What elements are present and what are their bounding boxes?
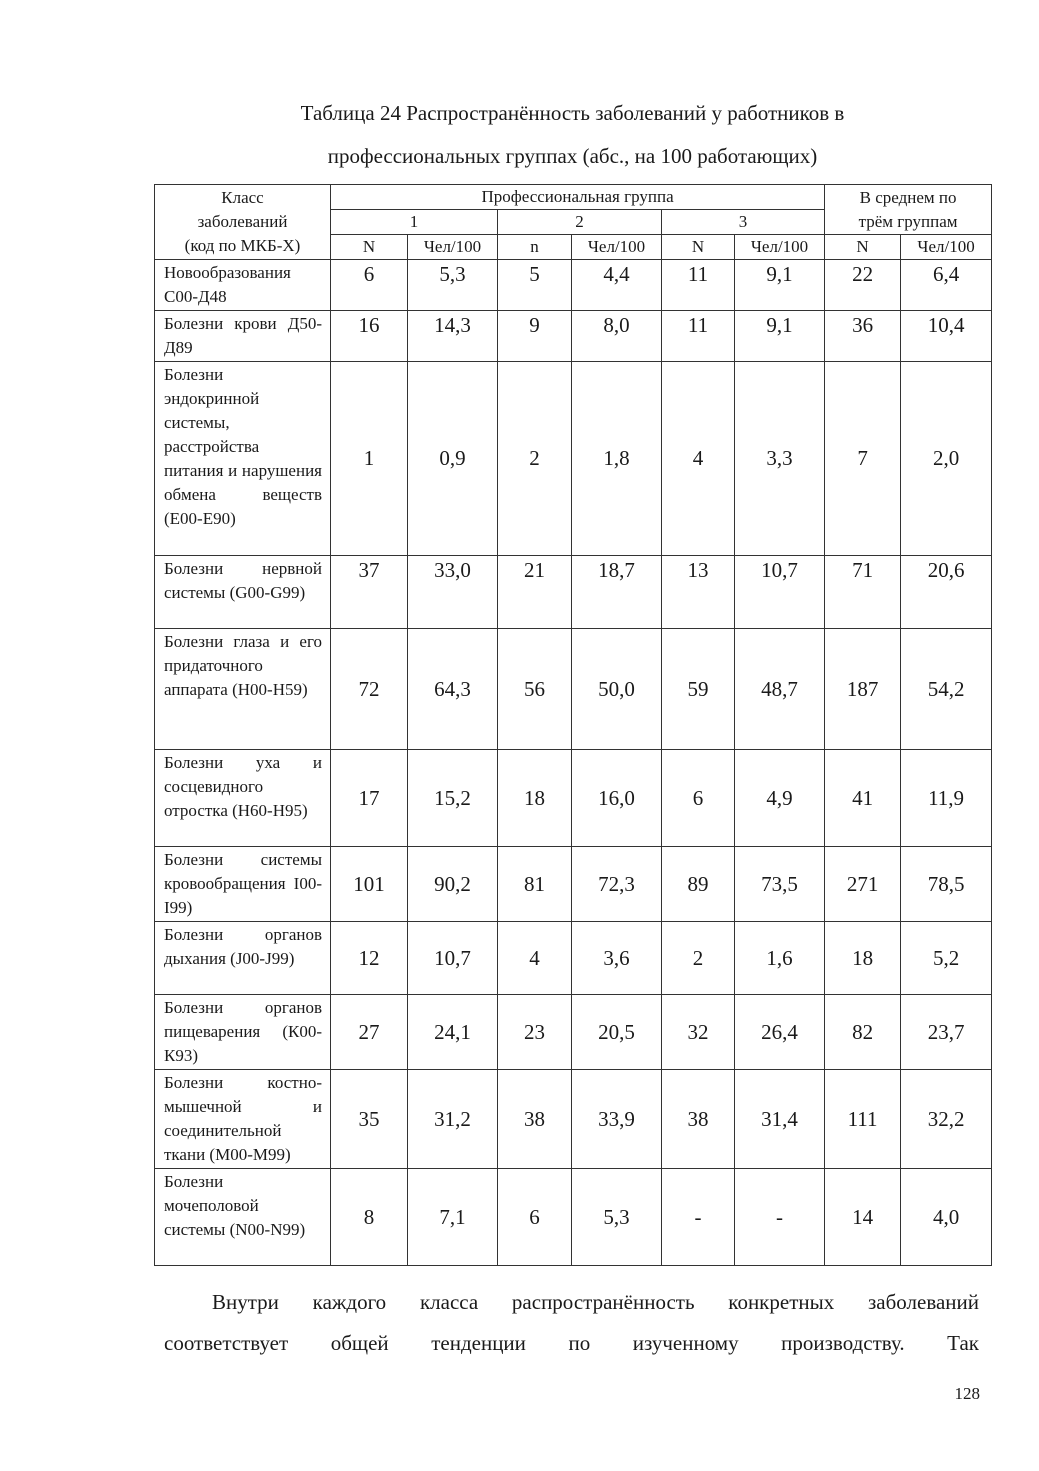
value-cell: 33,0 bbox=[408, 556, 498, 629]
value-cell: 101 bbox=[331, 847, 408, 922]
value-cell: - bbox=[735, 1169, 825, 1266]
table-row bbox=[155, 1070, 992, 1169]
group-3-header: 3 bbox=[662, 210, 825, 235]
value-cell: 4,4 bbox=[572, 260, 662, 311]
class-column-header bbox=[155, 185, 331, 260]
body-line-1: Внутри каждого класса распространённость конкретных заболеваний bbox=[212, 1290, 979, 1314]
value-cell: 32 bbox=[662, 995, 735, 1070]
value-cell: 81 bbox=[498, 847, 572, 922]
value-cell: 5,2 bbox=[901, 922, 992, 995]
value-cell: 78,5 bbox=[901, 847, 992, 922]
value-cell: 33,9 bbox=[572, 1070, 662, 1169]
value-cell: 22 bbox=[825, 260, 901, 311]
value-cell: 111 bbox=[825, 1070, 901, 1169]
value-cell: 8,0 bbox=[572, 311, 662, 362]
value-cell: 37 bbox=[331, 556, 408, 629]
table-row bbox=[155, 629, 992, 750]
value-cell: 32,2 bbox=[901, 1070, 992, 1169]
value-cell: 4 bbox=[498, 922, 572, 995]
value-cell: 26,4 bbox=[735, 995, 825, 1070]
value-cell: 17 bbox=[331, 750, 408, 847]
value-cell: 6 bbox=[498, 1169, 572, 1266]
value-cell: 16 bbox=[331, 311, 408, 362]
table-caption bbox=[130, 92, 1015, 178]
value-cell: 59 bbox=[662, 629, 735, 750]
value-cell: 18 bbox=[825, 922, 901, 995]
average-header bbox=[825, 185, 992, 235]
value-cell: 23 bbox=[498, 995, 572, 1070]
table-body bbox=[155, 260, 992, 1266]
value-cell: 0,9 bbox=[408, 362, 498, 556]
value-cell: 20,6 bbox=[901, 556, 992, 629]
value-cell: 10,7 bbox=[408, 922, 498, 995]
value-cell: 10,7 bbox=[735, 556, 825, 629]
group-2-header: 2 bbox=[498, 210, 662, 235]
value-cell: 6 bbox=[662, 750, 735, 847]
value-cell: 187 bbox=[825, 629, 901, 750]
disease-class-cell: Болезни органов пищеварения (К00-К93) bbox=[155, 995, 331, 1070]
class-header-line: заболеваний bbox=[197, 212, 288, 231]
value-cell: 1,8 bbox=[572, 362, 662, 556]
value-cell: 20,5 bbox=[572, 995, 662, 1070]
table-row bbox=[155, 311, 992, 362]
value-cell: 9,1 bbox=[735, 260, 825, 311]
value-cell: 4,9 bbox=[735, 750, 825, 847]
value-cell: 5,3 bbox=[572, 1169, 662, 1266]
value-cell: 64,3 bbox=[408, 629, 498, 750]
class-header-line: Класс bbox=[221, 188, 264, 207]
value-cell: 18,7 bbox=[572, 556, 662, 629]
value-cell: 14 bbox=[825, 1169, 901, 1266]
value-cell: 2 bbox=[498, 362, 572, 556]
value-cell: 89 bbox=[662, 847, 735, 922]
value-cell: 271 bbox=[825, 847, 901, 922]
page-number: 128 bbox=[954, 1384, 980, 1403]
subcol-header: N bbox=[825, 235, 901, 260]
value-cell: 54,2 bbox=[901, 629, 992, 750]
disease-class-cell: Болезни глаза и его придаточного аппарата (H00-H59) bbox=[155, 629, 331, 750]
subcol-header: N bbox=[331, 235, 408, 260]
subcol-header: Чел/100 bbox=[735, 235, 825, 260]
value-cell: 12 bbox=[331, 922, 408, 995]
table-row bbox=[155, 556, 992, 629]
table-row bbox=[155, 1169, 992, 1266]
value-cell: 11 bbox=[662, 311, 735, 362]
value-cell: 71 bbox=[825, 556, 901, 629]
value-cell: - bbox=[662, 1169, 735, 1266]
value-cell: 56 bbox=[498, 629, 572, 750]
value-cell: 9 bbox=[498, 311, 572, 362]
value-cell: 38 bbox=[498, 1070, 572, 1169]
value-cell: 21 bbox=[498, 556, 572, 629]
subcol-header: Чел/100 bbox=[408, 235, 498, 260]
value-cell: 90,2 bbox=[408, 847, 498, 922]
table-row bbox=[155, 362, 992, 556]
value-cell: 41 bbox=[825, 750, 901, 847]
value-cell: 7 bbox=[825, 362, 901, 556]
average-header-line: трём группам bbox=[858, 211, 958, 231]
value-cell: 1,6 bbox=[735, 922, 825, 995]
value-cell: 38 bbox=[662, 1070, 735, 1169]
value-cell: 72 bbox=[331, 629, 408, 750]
subcol-header: n bbox=[498, 235, 572, 260]
value-cell: 5 bbox=[498, 260, 572, 311]
value-cell: 3,6 bbox=[572, 922, 662, 995]
table-row bbox=[155, 922, 992, 995]
value-cell: 4,0 bbox=[901, 1169, 992, 1266]
subcol-header: Чел/100 bbox=[572, 235, 662, 260]
value-cell: 27 bbox=[331, 995, 408, 1070]
value-cell: 36 bbox=[825, 311, 901, 362]
subcol-header: Чел/100 bbox=[901, 235, 992, 260]
value-cell: 23,7 bbox=[901, 995, 992, 1070]
value-cell: 7,1 bbox=[408, 1169, 498, 1266]
disease-class-cell: Болезни крови Д50-Д89 bbox=[155, 311, 331, 362]
body-line-2: соответствует общей тенденции по изученному производству. Так bbox=[164, 1331, 979, 1355]
value-cell: 16,0 bbox=[572, 750, 662, 847]
disease-class-cell: Болезни костно-мышечной и соединительной ткани (М00-М99) bbox=[155, 1070, 331, 1169]
value-cell: 4 bbox=[662, 362, 735, 556]
class-header-line: (код по МКБ-Х) bbox=[184, 236, 301, 255]
value-cell: 10,4 bbox=[901, 311, 992, 362]
table-row bbox=[155, 750, 992, 847]
body-paragraph bbox=[164, 1282, 979, 1364]
value-cell: 18 bbox=[498, 750, 572, 847]
disease-class-cell: Болезни эндокринной системы, расстройства питания и нарушения обмена веществ (Е00-Е90) bbox=[155, 362, 331, 556]
value-cell: 5,3 bbox=[408, 260, 498, 311]
header-row-1 bbox=[155, 185, 992, 210]
value-cell: 11 bbox=[662, 260, 735, 311]
value-cell: 82 bbox=[825, 995, 901, 1070]
group-1-header: 1 bbox=[331, 210, 498, 235]
value-cell: 50,0 bbox=[572, 629, 662, 750]
value-cell: 14,3 bbox=[408, 311, 498, 362]
disease-prevalence-table bbox=[154, 184, 992, 1266]
value-cell: 15,2 bbox=[408, 750, 498, 847]
caption-line-1: Таблица 24 Распространённость заболеваний у работников в bbox=[300, 101, 845, 125]
caption-line-2: профессиональных группах (абс., на 100 работающих) bbox=[327, 144, 818, 168]
value-cell: 35 bbox=[331, 1070, 408, 1169]
value-cell: 6 bbox=[331, 260, 408, 311]
average-header-line: В среднем по bbox=[859, 187, 957, 207]
value-cell: 8 bbox=[331, 1169, 408, 1266]
value-cell: 73,5 bbox=[735, 847, 825, 922]
disease-class-cell: Болезни органов дыхания (J00-J99) bbox=[155, 922, 331, 995]
value-cell: 31,4 bbox=[735, 1070, 825, 1169]
disease-class-cell: Новообразования С00-Д48 bbox=[155, 260, 331, 311]
value-cell: 31,2 bbox=[408, 1070, 498, 1169]
value-cell: 13 bbox=[662, 556, 735, 629]
table-row bbox=[155, 260, 992, 311]
value-cell: 72,3 bbox=[572, 847, 662, 922]
value-cell: 2,0 bbox=[901, 362, 992, 556]
value-cell: 48,7 bbox=[735, 629, 825, 750]
disease-class-cell: Болезни мочеполовой системы (N00-N99) bbox=[155, 1169, 331, 1266]
prof-group-header: Профессиональная группа bbox=[331, 185, 825, 210]
value-cell: 24,1 bbox=[408, 995, 498, 1070]
value-cell: 1 bbox=[331, 362, 408, 556]
disease-class-cell: Болезни нервной системы (G00-G99) bbox=[155, 556, 331, 629]
disease-class-cell: Болезни уха и сосцевидного отростка (H60-H95) bbox=[155, 750, 331, 847]
value-cell: 3,3 bbox=[735, 362, 825, 556]
value-cell: 9,1 bbox=[735, 311, 825, 362]
disease-class-cell: Болезни системы кровообращения I00-I99) bbox=[155, 847, 331, 922]
table-row bbox=[155, 995, 992, 1070]
subcol-header: N bbox=[662, 235, 735, 260]
table-row bbox=[155, 847, 992, 922]
value-cell: 11,9 bbox=[901, 750, 992, 847]
value-cell: 6,4 bbox=[901, 260, 992, 311]
value-cell: 2 bbox=[662, 922, 735, 995]
